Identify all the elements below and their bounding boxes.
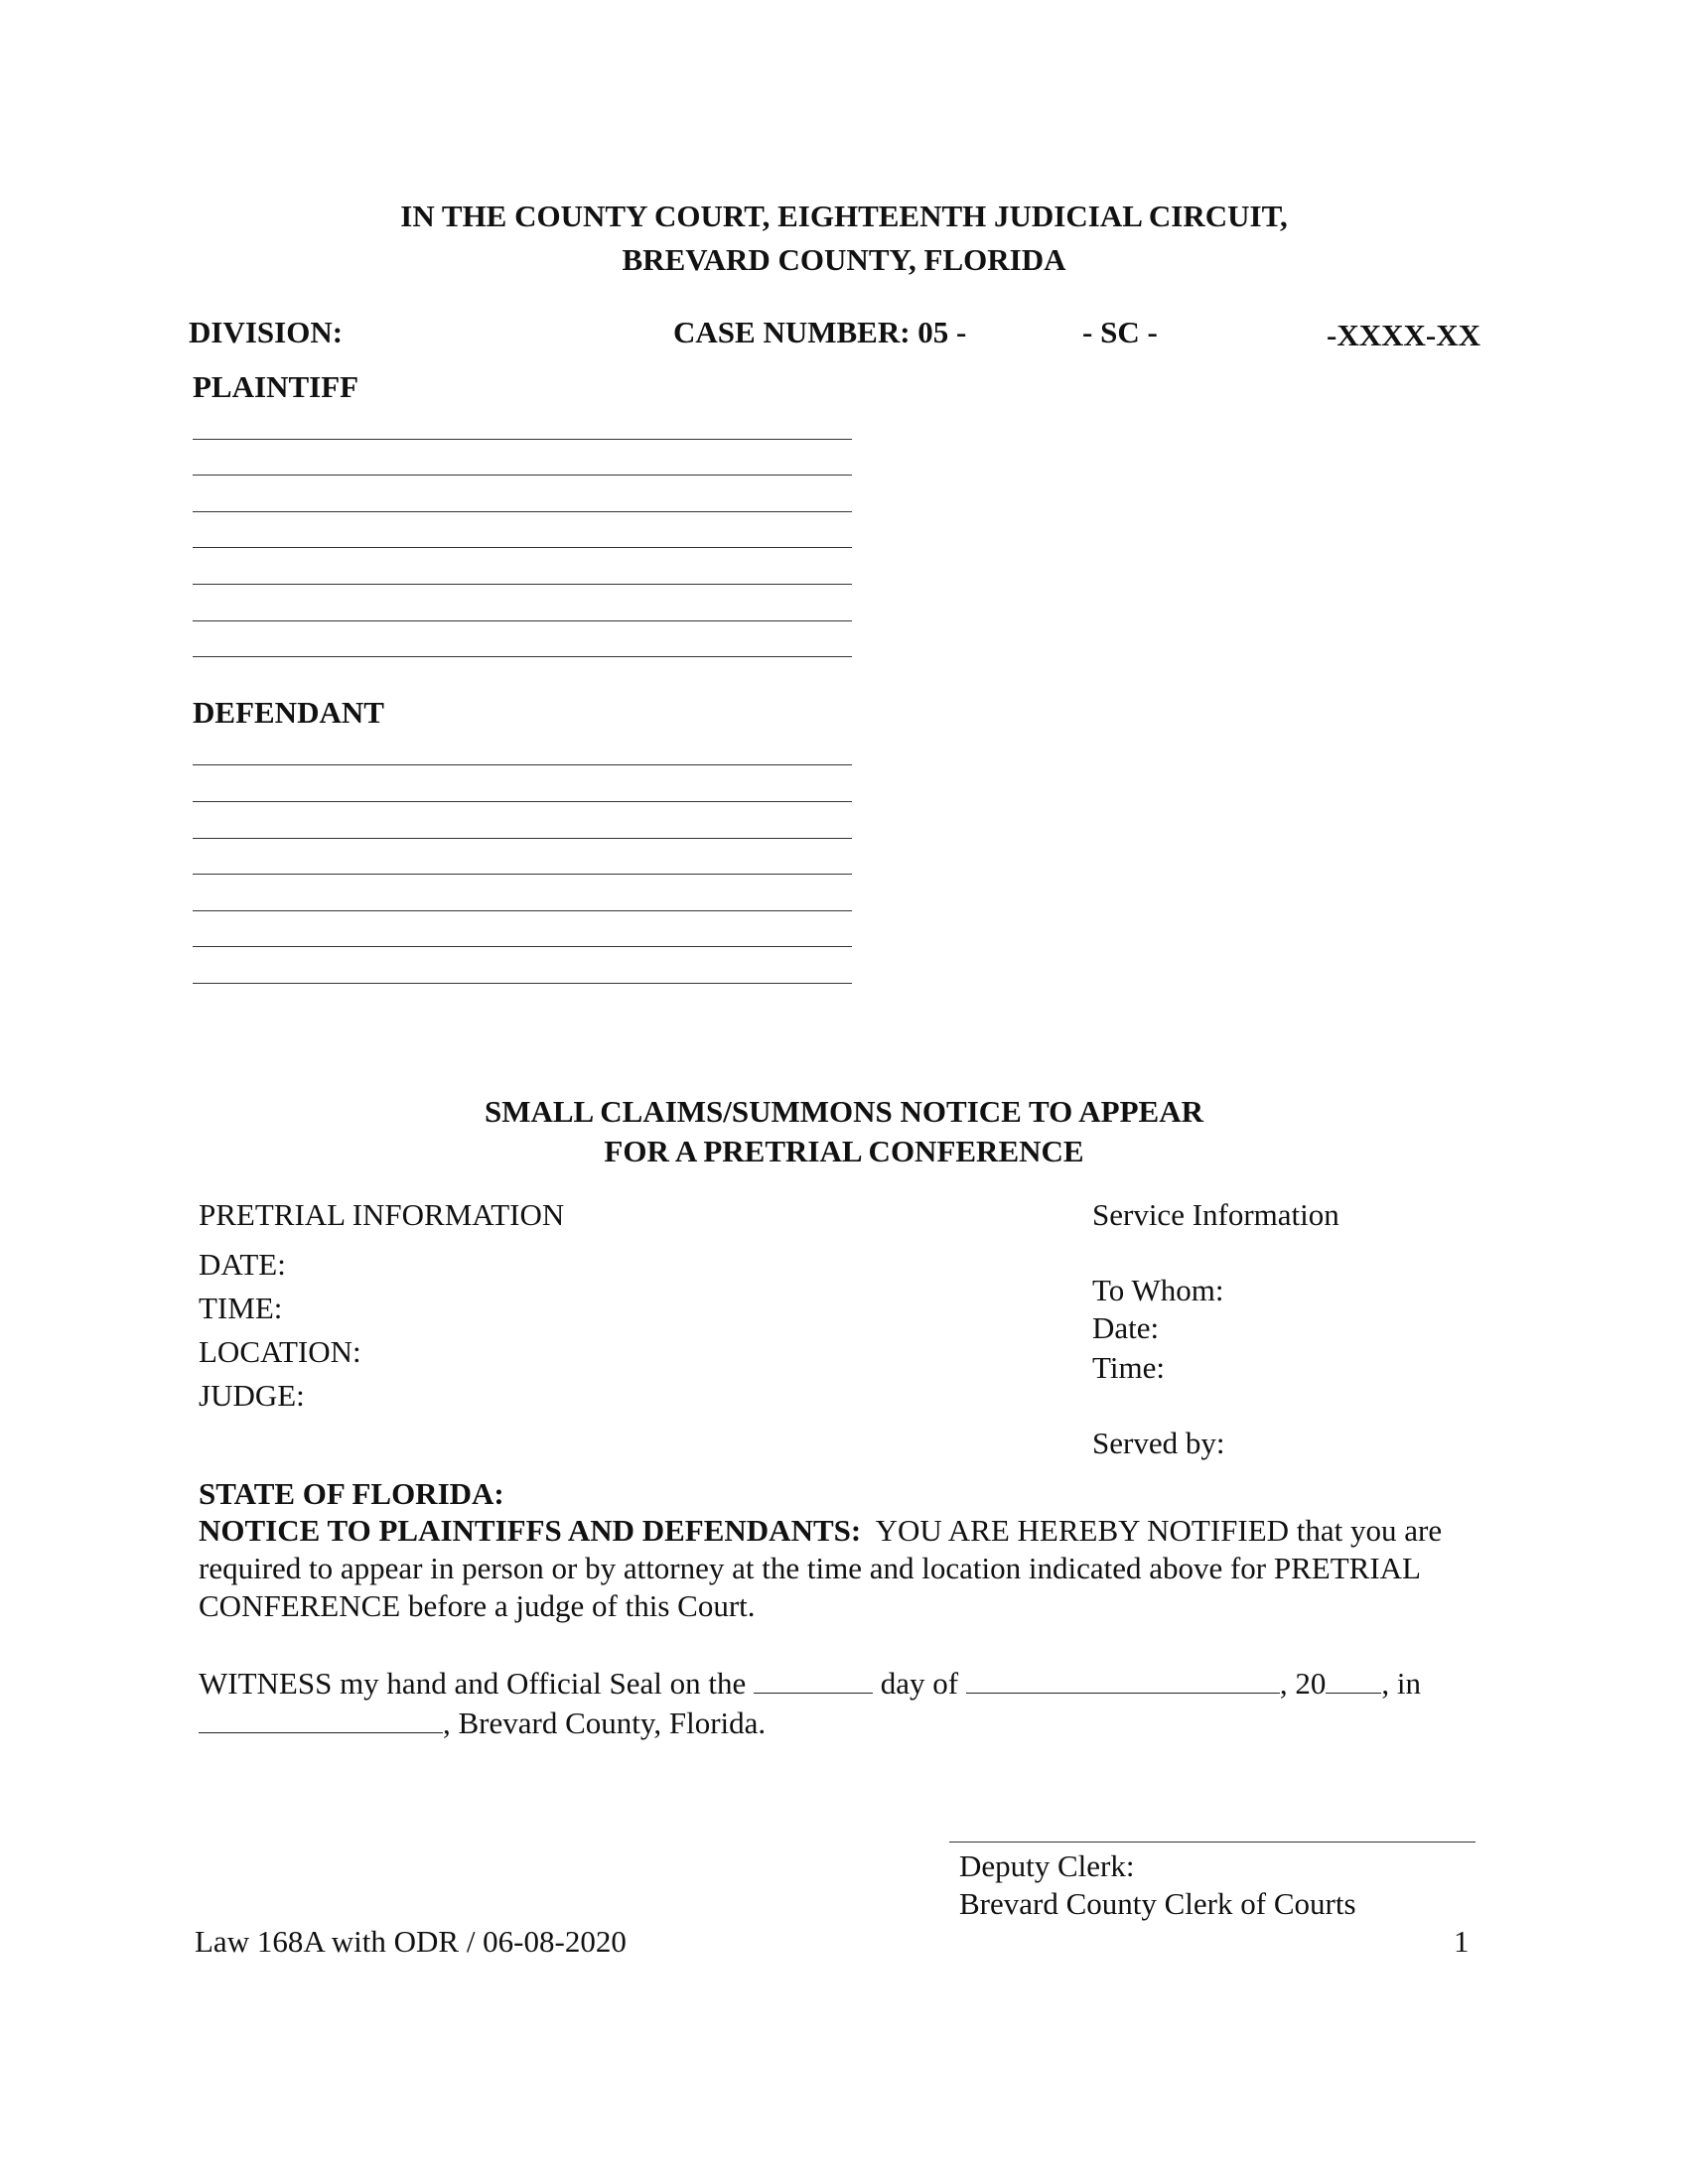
service-heading: Service Information — [1092, 1197, 1339, 1232]
deputy-clerk-label: Deputy Clerk: — [959, 1848, 1135, 1883]
page-number: 1 — [1454, 1924, 1470, 1959]
witness-city-blank[interactable] — [199, 1706, 443, 1733]
defendant-line[interactable] — [193, 983, 852, 984]
witness-text-4: , in — [1381, 1666, 1421, 1701]
plaintiff-line[interactable] — [193, 475, 852, 476]
case-number-sc: - SC - — [1082, 315, 1158, 349]
division-label: DIVISION: — [189, 315, 344, 349]
signature-line[interactable] — [949, 1842, 1476, 1843]
notice-text: YOU ARE HEREBY NOTIFIED that you are required to appear in person or by attorney at the time and location indicated above for PRETRIAL CONFERENCE before a judge of this Court. — [199, 1513, 1443, 1623]
defendant-line[interactable] — [193, 801, 852, 802]
witness-line2 — [199, 1706, 766, 1741]
plaintiff-label: PLAINTIFF — [193, 369, 359, 404]
defendant-line[interactable] — [193, 764, 852, 765]
plaintiff-line[interactable] — [193, 547, 852, 548]
witness-day-blank[interactable] — [754, 1667, 873, 1694]
plaintiff-line[interactable] — [193, 439, 852, 440]
witness-month-blank[interactable] — [966, 1667, 1280, 1694]
witness-text-1: WITNESS my hand and Official Seal on the — [199, 1666, 747, 1701]
service-time-label: Time: — [1092, 1350, 1165, 1385]
plaintiff-line[interactable] — [193, 584, 852, 585]
defendant-line[interactable] — [193, 838, 852, 839]
witness-line1 — [199, 1666, 1421, 1702]
witness-text-2: day of — [880, 1666, 959, 1701]
pretrial-date-label: DATE: — [199, 1247, 286, 1282]
case-number-suffix: -XXXX-XX — [1327, 318, 1480, 352]
service-served-by-label: Served by: — [1092, 1426, 1225, 1460]
clerk-office-label: Brevard County Clerk of Courts — [959, 1886, 1356, 1921]
plaintiff-line[interactable] — [193, 511, 852, 512]
defendant-label: DEFENDANT — [193, 695, 384, 730]
pretrial-location-label: LOCATION: — [199, 1334, 361, 1369]
court-header-line2: BREVARD COUNTY, FLORIDA — [622, 242, 1066, 277]
defendant-line[interactable] — [193, 910, 852, 911]
pretrial-judge-label: JUDGE: — [199, 1378, 305, 1413]
service-date-label: Date: — [1092, 1310, 1160, 1345]
state-of-florida: STATE OF FLORIDA: — [199, 1476, 504, 1511]
plaintiff-line[interactable] — [193, 656, 852, 657]
form-title-line2: FOR A PRETRIAL CONFERENCE — [604, 1134, 1084, 1168]
witness-text-5: , Brevard County, Florida. — [443, 1706, 767, 1740]
court-header-line1: IN THE COUNTY COURT, EIGHTEENTH JUDICIAL CIRCUIT, — [400, 199, 1288, 233]
case-number-label: CASE NUMBER: 05 - — [673, 315, 967, 349]
form-id: Law 168A with ODR / 06-08-2020 — [195, 1924, 627, 1959]
witness-year-blank[interactable] — [1326, 1667, 1381, 1694]
notice-lead: NOTICE TO PLAINTIFFS AND DEFENDANTS: — [199, 1513, 862, 1548]
witness-text-3: , 20 — [1279, 1666, 1327, 1701]
pretrial-time-label: TIME: — [199, 1291, 283, 1325]
notice-paragraph — [199, 1512, 1489, 1625]
plaintiff-line[interactable] — [193, 620, 852, 621]
defendant-line[interactable] — [193, 874, 852, 875]
form-title-line1: SMALL CLAIMS/SUMMONS NOTICE TO APPEAR — [484, 1094, 1204, 1129]
pretrial-heading: PRETRIAL INFORMATION — [199, 1197, 565, 1232]
defendant-line[interactable] — [193, 946, 852, 947]
service-to-whom-label: To Whom: — [1092, 1273, 1224, 1307]
